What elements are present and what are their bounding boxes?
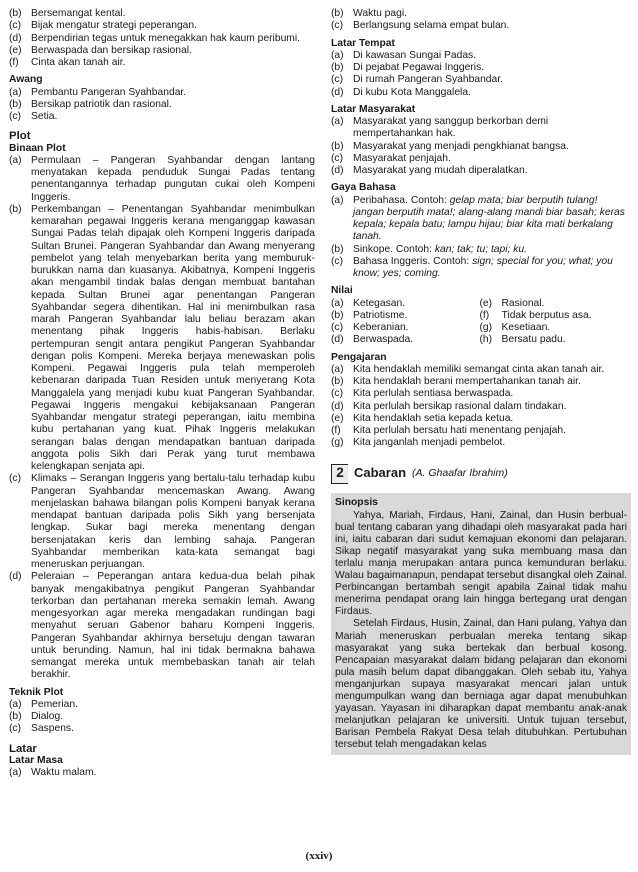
section-name: Cabaran	[354, 465, 407, 481]
list-item-text: Masyarakat yang sanggup berkorban demi mempertahankan hak.	[353, 116, 549, 140]
list-item	[9, 8, 315, 20]
list-item-text: Patriotisme.	[353, 309, 408, 321]
list-item	[331, 116, 628, 141]
list-item	[9, 155, 315, 204]
list-item-text: Di kawasan Sungai Padas.	[353, 49, 477, 61]
teknik-plot-list	[9, 699, 315, 736]
list-item-text: Ketegasan.	[353, 297, 406, 309]
awang-list	[9, 87, 315, 124]
list-item-label: (b)	[9, 711, 22, 722]
sinopsis-paragraph-2: Setelah Firdaus, Husin, Zainal, dan Hani pulang, Yahya dan Mariah meneruskan perbualan mereka tentang sikap masyarakat yang suka bertekak dan berbual kosong. Pencapaian masyarakat dalam bidang pelajaran dan ekonomi pula masih belum dapat dibanggakan. Oleh sebab itu, Yahya menganjurkan supaya masyarakat mencari jalan untuk mengumpulkan wang dan berniaga agar dapat menubuhkan yayasan. Yayasan ini diharapkan dapat membantu anak-anak melanjutkan pelajaran ke universiti. Untuk tujuan tersebut, Barisan Pembela Rakyat Desa telah ditubuhkan. Pertubuhan tersebut telah mengadakan kelas	[335, 618, 627, 751]
list-item-text: Setia.	[31, 111, 58, 122]
section-author: (A. Ghaafar Ibrahim)	[412, 467, 508, 480]
list-item-label: (a)	[331, 297, 344, 309]
list-item-text: Saspens.	[31, 723, 74, 735]
list-item	[331, 388, 628, 400]
list-item-label: (b)	[331, 309, 344, 321]
list-item: (c) Bahasa Inggeris. Contoh: sign; special for you; what; you know; yes; coming.	[331, 255, 613, 279]
list-item	[331, 20, 628, 32]
left-column	[9, 8, 315, 779]
list-item-label: (a)	[331, 49, 344, 61]
list-item-label: (f)	[9, 57, 19, 68]
latar-tempat-list	[331, 50, 628, 99]
latar-tempat-heading: Latar Tempat	[331, 37, 395, 49]
list-item-label: (d)	[9, 571, 22, 583]
gaya-c-examples: sign; special for you; what; you know; yes; coming.	[353, 255, 613, 279]
list-item	[9, 99, 315, 111]
list-item-label: (g)	[479, 322, 493, 333]
list-item	[331, 62, 628, 74]
list-item	[331, 153, 628, 165]
list-item: (b) Sinkope. Contoh: kan; tak; tu; tapi; ku.	[331, 243, 528, 255]
list-item-text: Dialog.	[31, 711, 64, 722]
list-item	[331, 334, 480, 346]
list-item-label: (b)	[331, 376, 344, 387]
list-item-label: (a)	[9, 86, 22, 98]
gaya-b-prefix: Sinkope. Contoh:	[353, 243, 435, 255]
list-item-text: Berpendirian tegas untuk menegakkan hak kaum peribumi.	[31, 32, 301, 44]
list-item: (a) Peribahasa. Contoh: gelap mata; biar berputih tulang! jangan berputih mata!; alang-alang mandi biar basah; keras kepala; kepala batu; lampu hijau; biar kita mati berkalang tanah.	[331, 194, 625, 243]
list-item	[9, 571, 315, 681]
right-column	[331, 8, 628, 755]
list-item-text: Di rumah Pangeran Syahbandar.	[353, 74, 503, 86]
list-item-label: (c)	[331, 20, 344, 32]
list-item-text: Kita perlulah sentiasa berwaspada.	[353, 388, 514, 400]
list-item-text: Cinta akan tanah air.	[31, 57, 126, 68]
list-item-label: (d)	[331, 400, 344, 412]
list-item-label: (f)	[479, 309, 490, 321]
plot-heading: Plot	[9, 130, 31, 143]
list-item-text: Rasional.	[501, 297, 545, 309]
list-item-label: (c)	[9, 111, 22, 122]
list-item-label: (f)	[331, 425, 341, 436]
list-item-label: (d)	[9, 32, 22, 44]
character-traits-list	[9, 8, 315, 69]
section-title	[331, 464, 628, 484]
list-item-label: (e)	[479, 297, 493, 309]
sinopsis-heading: Sinopsis	[335, 496, 378, 508]
list-item-text: Pembantu Pangeran Syahbandar.	[31, 86, 187, 98]
list-item-text: Masyarakat yang mudah diperalatkan.	[353, 165, 528, 176]
list-item-label: (b)	[9, 203, 22, 215]
list-item-label: (b)	[331, 8, 344, 19]
list-item	[331, 50, 628, 62]
list-item-text: Pemerian.	[31, 698, 78, 710]
list-item-text: Masyarakat yang menjadi pengkhianat bangsa.	[353, 140, 569, 152]
gaya-a-examples: gelap mata; biar berputih tulang! jangan berputih mata!; alang-alang mandi biar basah; keras kepala; kepala batu; lampu hijau; biar kita mati berkalang tanah.	[353, 194, 625, 243]
list-item-text: Kita perlulah bersikap rasional dalam tindakan.	[353, 400, 567, 412]
list-item	[331, 141, 628, 153]
list-item-text: Permulaan – Pangeran Syahbandar dengan lantang menyatakan kepada penduduk Sungai Padas tentang penentangannya terhadap pungutan cukai oleh Kompeni Inggeris.	[31, 154, 315, 203]
list-item-label: (c)	[331, 152, 344, 164]
list-item	[480, 298, 629, 310]
list-item-label: (a)	[9, 698, 22, 710]
list-item-text: Masyarakat penjajah.	[353, 152, 451, 164]
binaan-plot-heading: Binaan Plot	[9, 142, 66, 154]
list-item	[9, 767, 315, 779]
list-item	[9, 699, 315, 711]
list-item-text: Waktu malam.	[31, 767, 97, 778]
list-item-text: Kesetiaan.	[501, 322, 551, 333]
list-item-label: (d)	[331, 334, 344, 346]
list-item-label: (b)	[9, 98, 22, 110]
list-item	[480, 322, 629, 334]
list-item-text: Kita hendaklah berani mempertahankan tanah air.	[353, 376, 581, 387]
list-item-text: Berlangsung selama empat bulan.	[353, 20, 510, 32]
page-number: (xxiv)	[305, 850, 333, 862]
list-item	[331, 310, 480, 322]
sinopsis-paragraph-1: Yahya, Mariah, Firdaus, Hani, Zainal, dan Husin berbual-bual tentang cabaran yang dihadapi oleh masyarakat pada hari ini, iaitu cabaran dari sudut kemajuan ekonomi dan pelajaran. Sikap negatif masyarakat yang suka membuang masa dan terlalu manja merupakan antara punca kemunduran berlaku. Walau bagaimanapun, pendapat tersebut disangkal oleh Zainal. Perbincangan bertambah sengit apabila Zainal tidak mahu menerima pendapat orang lain hingga bertegang urat dengan Firdaus.	[335, 509, 627, 618]
list-item-text: Kita hendaklah memiliki semangat cinta akan tanah air.	[353, 363, 605, 375]
list-item-text: Di pejabat Pegawai Inggeris.	[353, 62, 485, 73]
list-item-text: Kita perlulah bersatu hati menentang penjajah.	[353, 425, 566, 436]
latar-masyarakat-heading: Latar Masyarakat	[331, 103, 416, 115]
list-item-label: (h)	[479, 334, 493, 346]
latar-masyarakat-list	[331, 116, 628, 177]
teknik-plot-heading: Teknik Plot	[9, 686, 64, 698]
list-item	[9, 711, 315, 723]
list-item-label: (b)	[9, 8, 22, 19]
list-item-text: Perkembangan – Penentangan Syahbandar menimbulkan kemarahan pegawai Inggeris kerana menganggap kawasan Sungai Padas telah dipajak oleh Kompeni Inggeris daripada Sultan Brunei. Pangeran Syahbandar dan Awang menyerang pembelot yang telah menyebarkan berita yang memburuk-burukkan nama dan kuasanya. Akibatnya, Kompeni Inggeris akan mengambil tindak balas dengan membuat bantahan kepada Sultan Brunei agar penentangan Pangeran Syahbandar segera dihentikan. Hal ini menimbulkan rasa marah Pangeran Syahbandar lalu beliau berazam akan menentang pihak Inggeris habis-habisan. Berlaku pertempuran sengit antara pengikut Pangeran Syahbandar dengan polis Kompeni. Mereka berjaya menewaskan polis Kompeni. Pegawai Inggeris pula telah memperoleh kebenaran daripada Tuan Residen untuk menyerang Kota Manggalela yang menjadi kubu kuat Pangeran Syahbandar. Pegawai Inggeris mengakui kebijaksanaan Pangeran Syahbandar mengatur strategi peperangan, iaitu membina kubu pertahanan yang kuat. Pihak Inggeris melakukan serangan balas dengan mendapatkan bantuan daripada anggota polis Sikh dari Perak yang turut membawa kelengkapan senjata api.	[31, 203, 315, 472]
list-item-text: Peleraian – Peperangan antara kedua-dua belah pihak banyak mengakibatnya pengikut Pangeran Syahbandar terkorban dan pertahanan mereka semakin lemah. Awang mengesyorkan agar mereka mengadakan rundingan bagi menyahut seruan Gabenor baharu Kompeni Inggeris. Pangeran Syahbandar akhirnya bersetuju dengan tawaran untuk berunding. Namun, hal ini tidak bermakna bahawa semangat mereka untuk membebaskan tanah air telah berakhir.	[31, 571, 315, 681]
latar-heading: Latar	[9, 742, 37, 755]
list-item	[331, 74, 628, 86]
list-item	[331, 425, 628, 437]
list-item	[9, 473, 315, 571]
section-number: 2	[331, 464, 348, 484]
list-item-text: Bijak mengatur strategi peperangan.	[31, 20, 197, 32]
gaya-a-prefix: Peribahasa. Contoh:	[353, 194, 450, 206]
list-item-label: (c)	[9, 723, 22, 735]
list-item	[331, 413, 628, 425]
list-item-label: (a)	[331, 363, 344, 375]
list-item	[9, 33, 315, 45]
list-item-label: (c)	[331, 322, 344, 333]
list-item-text: Tidak berputus asa.	[501, 309, 592, 321]
list-item	[9, 111, 315, 123]
list-item	[331, 87, 628, 99]
list-item-label: (e)	[9, 44, 22, 56]
list-item-label: (c)	[9, 20, 22, 32]
list-item-text: Kita janganlah menjadi pembelot.	[353, 437, 506, 449]
list-item-label: (b)	[331, 140, 344, 152]
gaya-b-examples: kan; tak; tu; tapi; ku.	[434, 243, 528, 255]
list-item	[480, 310, 629, 322]
list-item-text: Berwaspada dan bersikap rasional.	[31, 44, 192, 56]
list-item-label: (d)	[331, 165, 344, 176]
list-item-label: (g)	[331, 437, 344, 449]
list-item-label: (c)	[9, 473, 22, 485]
list-item	[331, 376, 628, 388]
list-item-text: Waktu pagi.	[353, 8, 407, 19]
list-item-label: (c)	[331, 74, 344, 86]
list-item-text: Keberanian.	[353, 322, 409, 333]
latar-masa-heading: Latar Masa	[9, 754, 63, 766]
list-item-label: (a)	[9, 767, 22, 778]
list-item	[9, 57, 315, 69]
list-item-text: Di kubu Kota Manggalela.	[353, 86, 471, 98]
list-item	[480, 334, 629, 346]
binaan-plot-list	[9, 155, 315, 682]
list-item-text: Bersatu padu.	[501, 334, 566, 346]
list-item-text: Bersemangat kental.	[31, 8, 126, 19]
list-item-label: (a)	[331, 116, 344, 127]
sinopsis-box	[331, 493, 631, 756]
latar-masa-continued-list	[331, 8, 628, 33]
list-item	[331, 401, 628, 413]
gaya-bahasa-list	[331, 195, 628, 281]
nilai-heading: Nilai	[331, 285, 353, 297]
latar-masa-list	[9, 767, 315, 779]
list-item	[9, 20, 315, 32]
list-item	[9, 45, 315, 57]
list-item	[331, 165, 628, 177]
list-item-label: (d)	[331, 86, 344, 98]
list-item-label: (c)	[331, 388, 344, 400]
nilai-grid	[331, 298, 628, 347]
pengajaran-heading: Pengajaran	[331, 351, 387, 363]
list-item-label: (b)	[331, 62, 344, 73]
list-item-text: Bersikap patriotik dan rasional.	[31, 98, 172, 110]
list-item	[9, 87, 315, 99]
list-item	[331, 322, 480, 334]
list-item	[331, 364, 628, 376]
list-item-text: Kita hendaklah setia kepada ketua.	[353, 412, 514, 424]
list-item-text: Berwaspada.	[353, 334, 414, 346]
list-item	[9, 723, 315, 735]
list-item-text: Klimaks – Serangan Inggeris yang bertalu-talu terhadap kubu Pangeran Syahbandar mencemaskan Awang. Awang menjelaskan bahawa bilangan polis Kompeni banyak kerana mendapat bantuan daripada polis Sikh yang bersenjata lengkap. Sukar bagi mereka menentang dengan bersenjatakan keris dan lembing sahaja. Pangeran Syahbandar memberikan kata-kata semangat bagi meneruskan perjuangan.	[31, 473, 315, 570]
list-item	[331, 437, 628, 449]
gaya-bahasa-heading: Gaya Bahasa	[331, 182, 396, 194]
list-item	[331, 8, 628, 20]
list-item-label: (e)	[331, 412, 344, 424]
list-item	[331, 298, 480, 310]
list-item-label: (a)	[9, 154, 22, 166]
pengajaran-list	[331, 364, 628, 450]
awang-heading: Awang	[9, 74, 43, 86]
gaya-c-prefix: Bahasa Inggeris. Contoh:	[353, 255, 473, 267]
list-item	[9, 204, 315, 474]
